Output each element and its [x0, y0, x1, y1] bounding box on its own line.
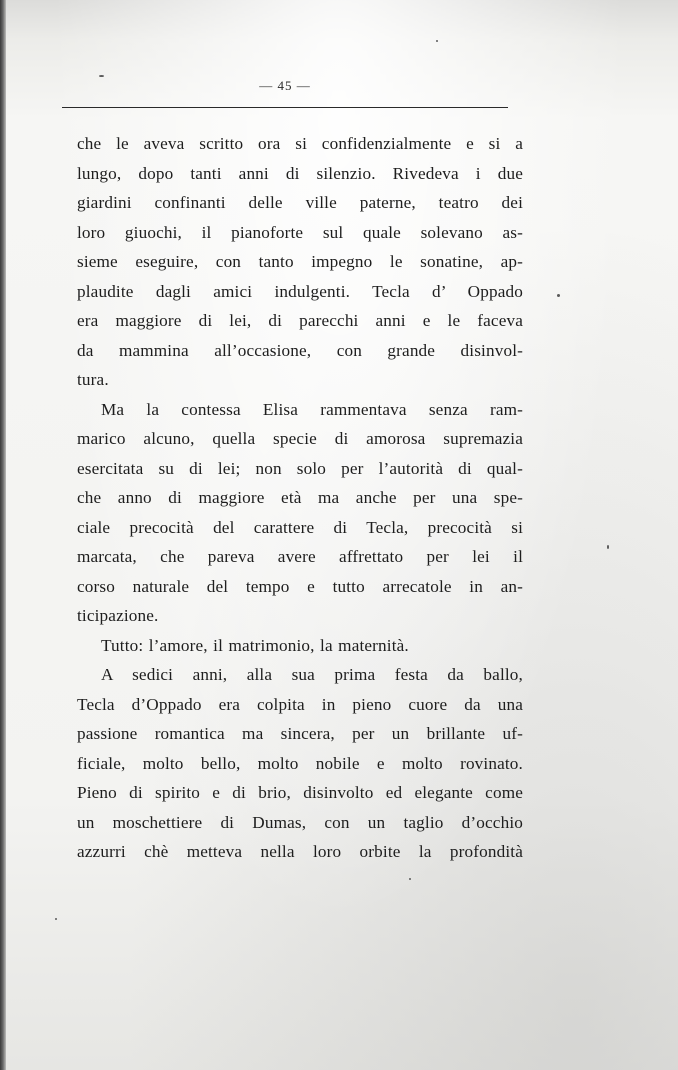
text-line: esercitata su di lei; non solo per l’autorità di qual-: [77, 458, 523, 478]
text-line: plaudite dagli amici indulgenti. Tecla d’ Oppado: [77, 281, 523, 301]
paper-speck: [55, 918, 57, 920]
text-line: ciale precocità del carattere di Tecla, precocità si: [77, 517, 523, 537]
paper-speck: [557, 294, 560, 297]
text-line: ficiale, molto bello, molto nobile e molto rovinato.: [77, 753, 523, 773]
text-line: che le aveva scritto ora si confidenzialmente e si a: [77, 134, 523, 153]
text-line: Tecla d’Oppado era colpita in pieno cuore da una: [77, 694, 523, 714]
text-line: un moschettiere di Dumas, con un taglio d’occhio: [77, 812, 523, 832]
header-rule: [62, 107, 508, 108]
text-line: passione romantica ma sincera, per un brillante uf-: [77, 724, 523, 743]
text-line: lungo, dopo tanti anni di silenzio. Rivedeva i due: [77, 163, 523, 183]
page-binding-edge: [0, 0, 6, 1070]
text-line: che anno di maggiore età ma anche per una spe-: [77, 488, 523, 507]
paragraph-start-line: Ma la contessa Elisa rammentava senza ram-: [101, 399, 523, 419]
paper-speck: [99, 75, 104, 77]
text-line: era maggiore di lei, di parecchi anni e le faceva: [77, 311, 523, 330]
text-line: azzurri chè metteva nella loro orbite la profondità: [77, 842, 523, 861]
text-line: ticipazione.: [77, 606, 159, 625]
text-line: loro giuochi, il pianoforte sul quale solevano as-: [77, 222, 523, 242]
text-line: corso naturale del tempo e tutto arrecatole in an-: [77, 576, 523, 596]
page-number: — 45 —: [259, 78, 311, 93]
page-header: [62, 76, 508, 106]
text-line: marico alcuno, quella specie di amorosa supremazia: [77, 429, 523, 448]
text-line: Pieno di spirito e di brio, disinvolto ed elegante come: [77, 783, 523, 802]
body-text: [77, 129, 523, 867]
text-line: marcata, che pareva avere affrettato per lei il: [77, 547, 523, 566]
paragraph-start-line: Tutto: l’amore, il matrimonio, la maternità.: [101, 635, 409, 655]
text-line: tura.: [77, 370, 109, 389]
paper-speck: [409, 878, 411, 880]
paragraph-start-line: A sedici anni, alla sua prima festa da ballo,: [101, 665, 523, 684]
text-line: giardini confinanti delle ville paterne, teatro dei: [77, 193, 523, 212]
paper-speck: [436, 40, 438, 42]
paper-speck: [607, 545, 609, 549]
text-line: da mammina all’occasione, con grande disinvol-: [77, 340, 523, 360]
text-line: sieme eseguire, con tanto impegno le sonatine, ap-: [77, 252, 523, 271]
